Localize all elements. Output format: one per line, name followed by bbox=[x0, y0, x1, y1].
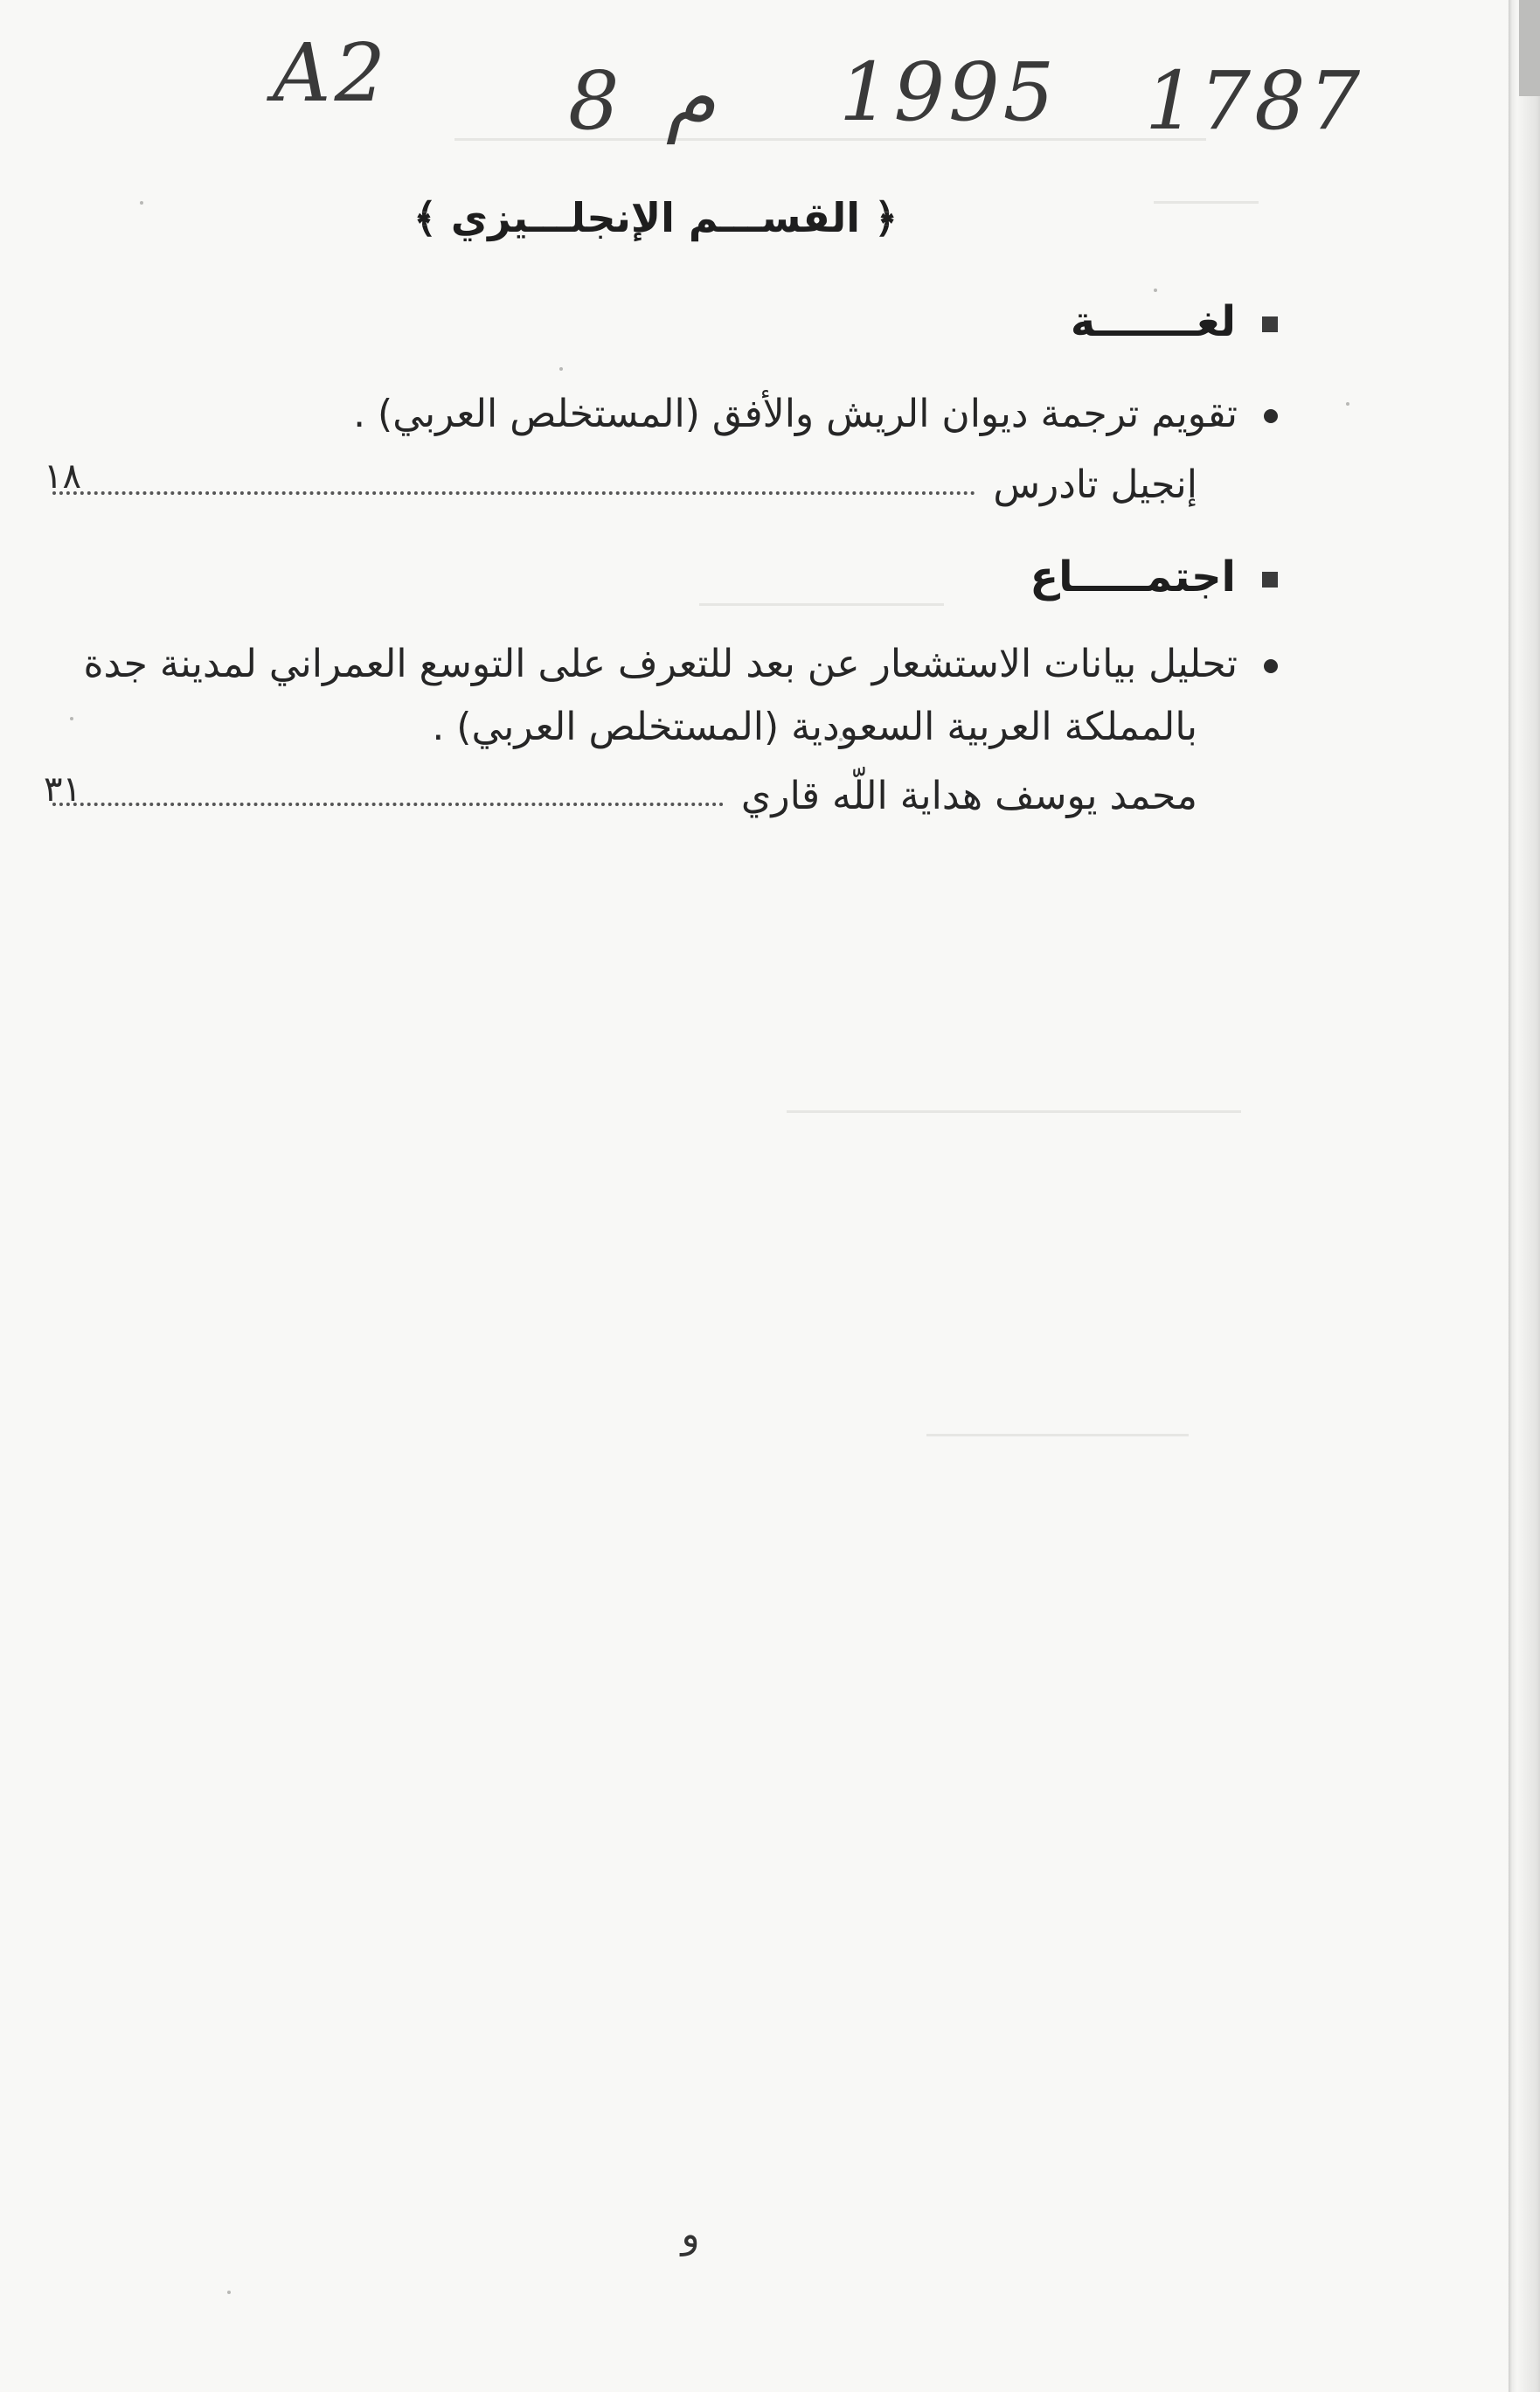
entry-author-row bbox=[35, 455, 1197, 507]
handwritten-year: 1995 bbox=[839, 45, 1058, 139]
square-bullet-icon bbox=[1262, 316, 1278, 332]
subject-heading-sociology bbox=[1030, 553, 1278, 601]
subject-heading-label: لغـــــــة bbox=[1070, 297, 1236, 346]
scan-speck bbox=[140, 201, 143, 205]
round-bullet-icon bbox=[1264, 409, 1278, 423]
entry-title-text: تحليل بيانات الاستشعار عن بعد للتعرف على التوسع العمراني لمدينة جدة bbox=[83, 642, 1238, 686]
handwritten-catalog-number: 1787 bbox=[1145, 54, 1364, 148]
dot-leader bbox=[52, 803, 724, 806]
show-through-mark bbox=[454, 138, 1206, 141]
subject-heading-language bbox=[1071, 297, 1278, 346]
entry-author-row bbox=[35, 766, 1197, 818]
show-through-mark bbox=[787, 1110, 1241, 1113]
handwritten-mim: م bbox=[666, 51, 716, 144]
scan-speck bbox=[559, 367, 563, 371]
subject-heading-label: اجتمـــــاع bbox=[1030, 553, 1236, 601]
show-through-mark bbox=[699, 603, 944, 606]
handwritten-issue-number: 8 bbox=[568, 54, 623, 148]
show-through-mark bbox=[926, 1434, 1189, 1436]
handwritten-a2: A2 bbox=[273, 26, 389, 120]
round-bullet-icon bbox=[1264, 659, 1278, 673]
entry-title-line bbox=[353, 392, 1278, 436]
square-bullet-icon bbox=[1262, 572, 1278, 588]
scan-speck bbox=[1154, 289, 1157, 292]
scan-speck bbox=[70, 717, 73, 720]
scan-speck bbox=[227, 2291, 231, 2294]
scan-speck bbox=[1346, 402, 1349, 406]
entry-title-line bbox=[84, 642, 1279, 686]
show-through-mark bbox=[1154, 201, 1259, 204]
entry-title-text: تقويم ترجمة ديوان الريش والأفق (المستخلص العربي) . bbox=[353, 392, 1238, 436]
entry-author: إنجيل تادرس bbox=[993, 462, 1197, 507]
entry-page-number: ١٨ bbox=[44, 456, 81, 497]
page-folio: و bbox=[681, 2212, 700, 2256]
section-title: ﴿ القســـم الإنجلـــيزي ﴾ bbox=[413, 194, 898, 241]
dot-leader bbox=[52, 491, 975, 495]
page-edge-shadow bbox=[1519, 0, 1540, 96]
page-edge bbox=[1509, 0, 1540, 2392]
entry-author: محمد يوسف هداية اللّه قاري bbox=[740, 774, 1197, 818]
entry-title-line: بالمملكة العربية السعودية (المستخلص العربي) . bbox=[432, 705, 1197, 749]
entry-page-number: ٣١ bbox=[44, 769, 81, 810]
